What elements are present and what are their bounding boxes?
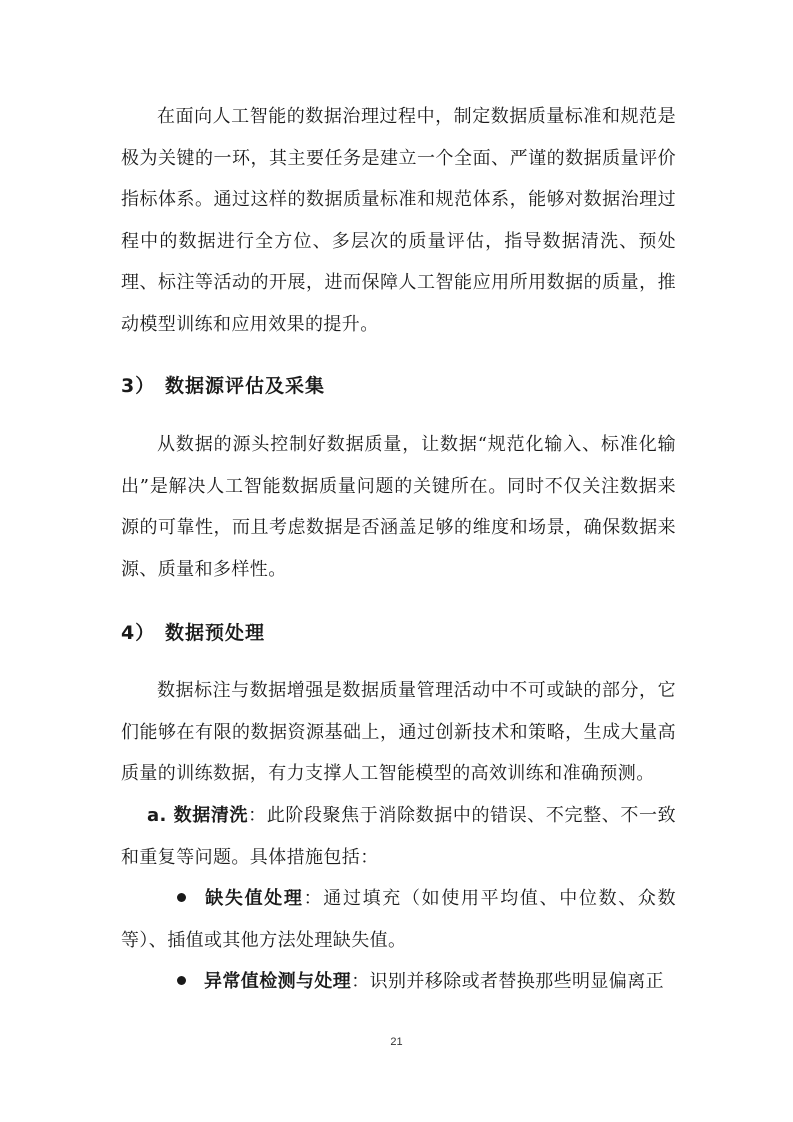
bullet-item-missing-values: [121, 878, 676, 961]
paragraph-data-preprocessing: 数据标注与数据增强是数据质量管理活动中不可或缺的部分，它们能够在有限的数据资源基础上，通过创新技术和策略，生成大量高质量的训练数据，有力支撑人工智能模型的高效训练和准确预测。: [121, 680, 676, 784]
item-label: a. 数据清洗: [147, 805, 249, 826]
bullet-label: 缺失值处理: [204, 888, 304, 909]
paragraph-data-quality-standards: 在面向人工智能的数据治理过程中，制定数据质量标准和规范是极为关键的一环，其主要任务是建立一个全面、严谨的数据质量评价指标体系。通过这样的数据质量标准和规范体系，能够对数据治理过程中的数据进行全方位、多层次的质量评估，指导数据清洗、预处理、标注等活动的开展，进而保障人工智能应用所用数据的质量，推动模型训练和应用效果的提升。: [121, 106, 676, 335]
section-heading-3: [121, 374, 325, 398]
section-heading-4: [121, 621, 265, 645]
section-title: 数据预处理: [165, 622, 266, 644]
section-number: 4）: [121, 622, 156, 644]
bullet-icon: [177, 893, 186, 902]
item-text: ：此阶段聚焦于消除数据中的错误、不完整、不一致和重复等问题。具体措施包括：: [121, 805, 676, 868]
bullet-label: 异常值检测与处理: [204, 971, 352, 992]
bullet-text: ：识别并移除或者替换那些明显偏离正: [351, 971, 665, 992]
bullet-item-outliers: [121, 961, 676, 1003]
page-number: 21: [390, 1036, 403, 1048]
section-title: 数据源评估及采集: [165, 375, 326, 397]
list-item-data-cleaning: [121, 795, 676, 878]
section-number: 3）: [121, 375, 156, 397]
bullet-text: ：通过填充（如使用平均值、中位数、众数等）、插值或其他方法处理缺失值。: [121, 888, 677, 951]
bullet-icon: [177, 976, 186, 985]
paragraph-data-source: 从数据的源头控制好数据质量，让数据“规范化输入、标准化输出”是解决人工智能数据质量问题的关键所在。同时不仅关注数据来源的可靠性，而且考虑数据是否涵盖足够的维度和场景，确保数据来源、质量和多样性。: [121, 434, 676, 580]
